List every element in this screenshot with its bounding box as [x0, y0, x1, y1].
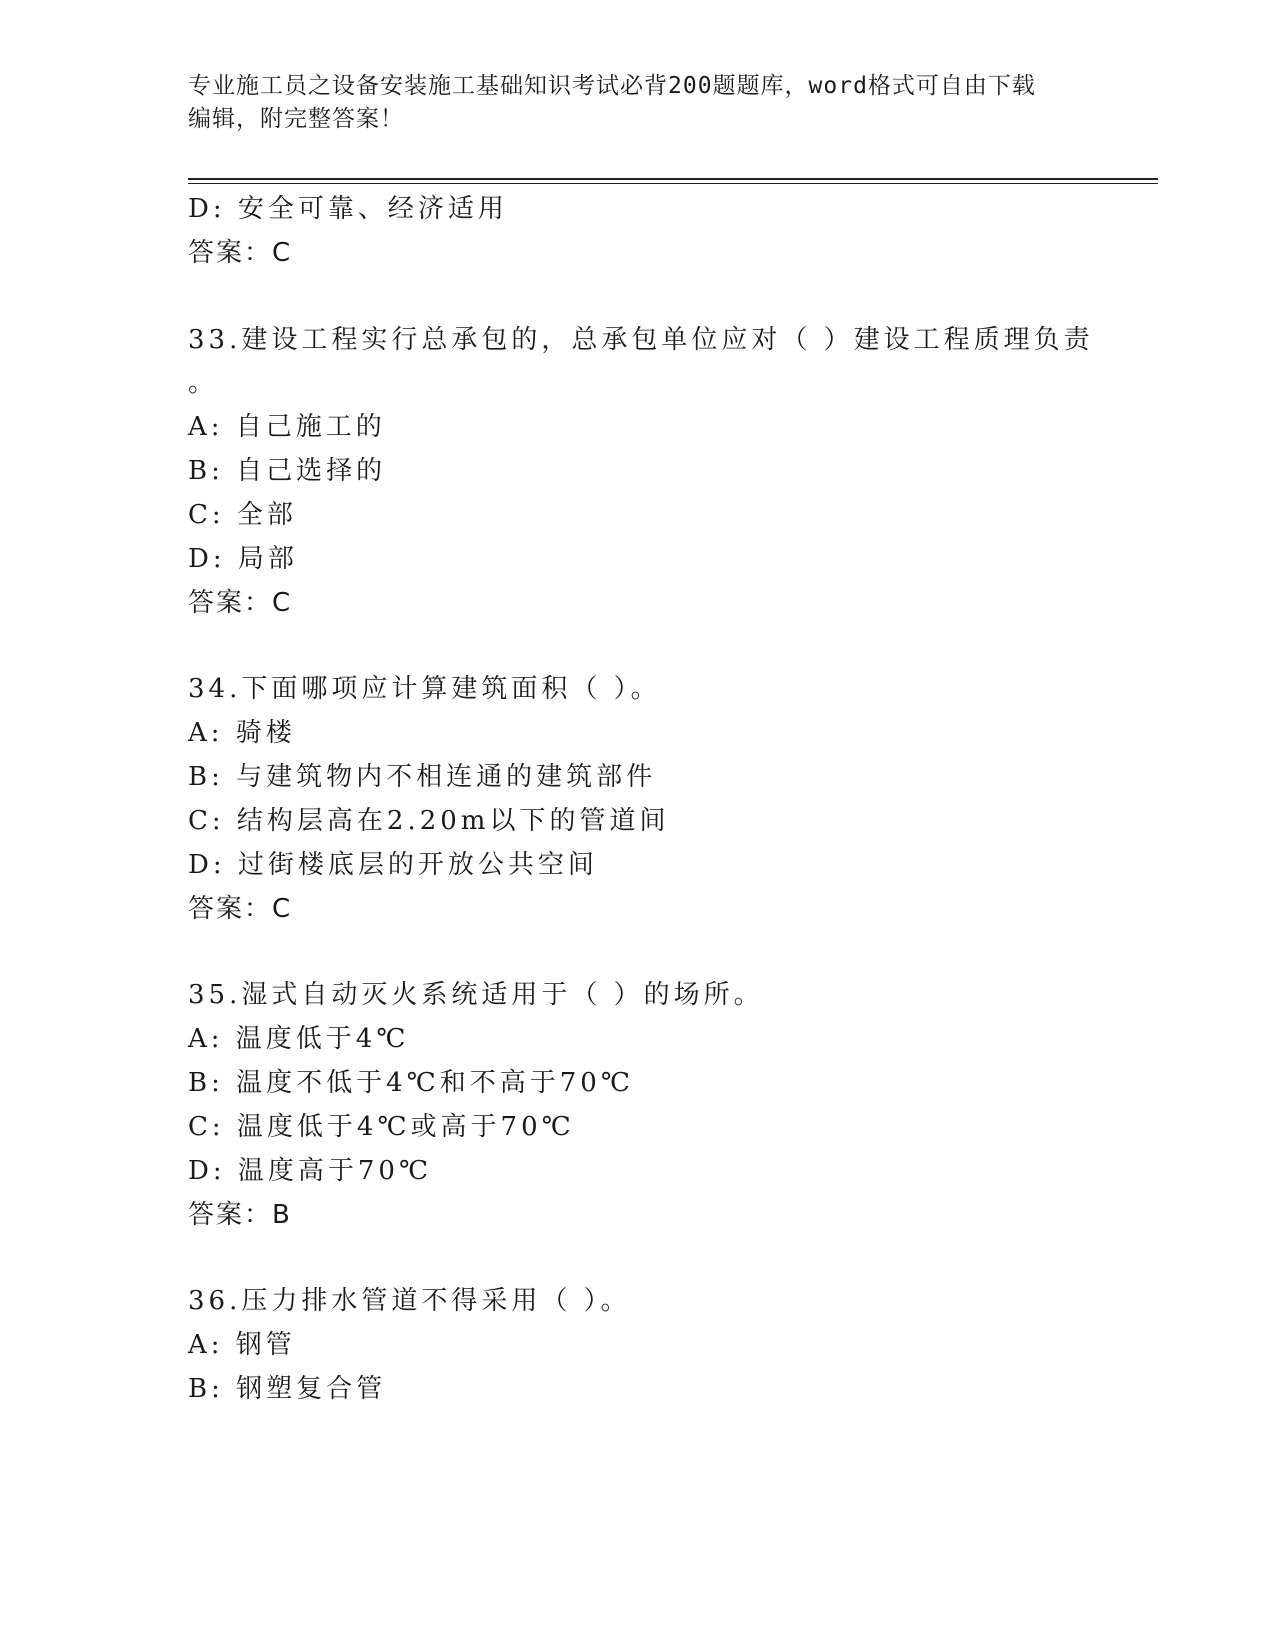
option-line: D: 局部: [188, 544, 298, 574]
answer-line: 答案：C: [188, 588, 293, 618]
header-divider-thin: [188, 183, 1158, 184]
option-line: A: 自己施工的: [188, 412, 386, 442]
option-line: C: 结构层高在2.20m以下的管道间: [188, 806, 670, 836]
option-line: C: 全部: [188, 500, 297, 530]
option-line: B: 温度不低于4℃和不高于70℃: [188, 1068, 634, 1098]
option-line: A: 骑楼: [188, 718, 296, 748]
header-line-2: 编辑，附完整答案！: [188, 106, 404, 132]
option-line: B: 钢塑复合管: [188, 1374, 387, 1404]
option-line: A: 钢管: [188, 1330, 296, 1360]
header-line-1: 专业施工员之设备安装施工基础知识考试必背200题题库，word格式可自由下载: [188, 73, 1036, 99]
option-line: B: 自己选择的: [188, 456, 387, 486]
header-divider-thick: [188, 178, 1158, 180]
option-line: A: 温度低于4℃: [188, 1024, 410, 1054]
answer-line: 答案：C: [188, 894, 293, 924]
question-line-continued: 。: [188, 368, 219, 398]
option-line: B: 与建筑物内不相连通的建筑部件: [188, 762, 657, 792]
answer-line: 答案：C: [188, 238, 293, 268]
option-line: D: 过街楼底层的开放公共空间: [188, 850, 598, 880]
question-line: 33.建设工程实行总承包的，总承包单位应对（ ）建设工程质理负责: [188, 325, 1094, 355]
answer-line: 答案：B: [188, 1200, 292, 1230]
question-line: 34.下面哪项应计算建筑面积（ ）。: [188, 674, 661, 704]
option-line: C: 温度低于4℃或高于70℃: [188, 1112, 575, 1142]
question-line: 35.湿式自动灭火系统适用于（ ）的场所。: [188, 980, 764, 1010]
option-line: D: 温度高于70℃: [188, 1156, 433, 1186]
question-line: 36.压力排水管道不得采用（ ）。: [188, 1286, 631, 1316]
page-header: [188, 70, 1068, 136]
option-line: D: 安全可靠、经济适用: [188, 194, 508, 224]
